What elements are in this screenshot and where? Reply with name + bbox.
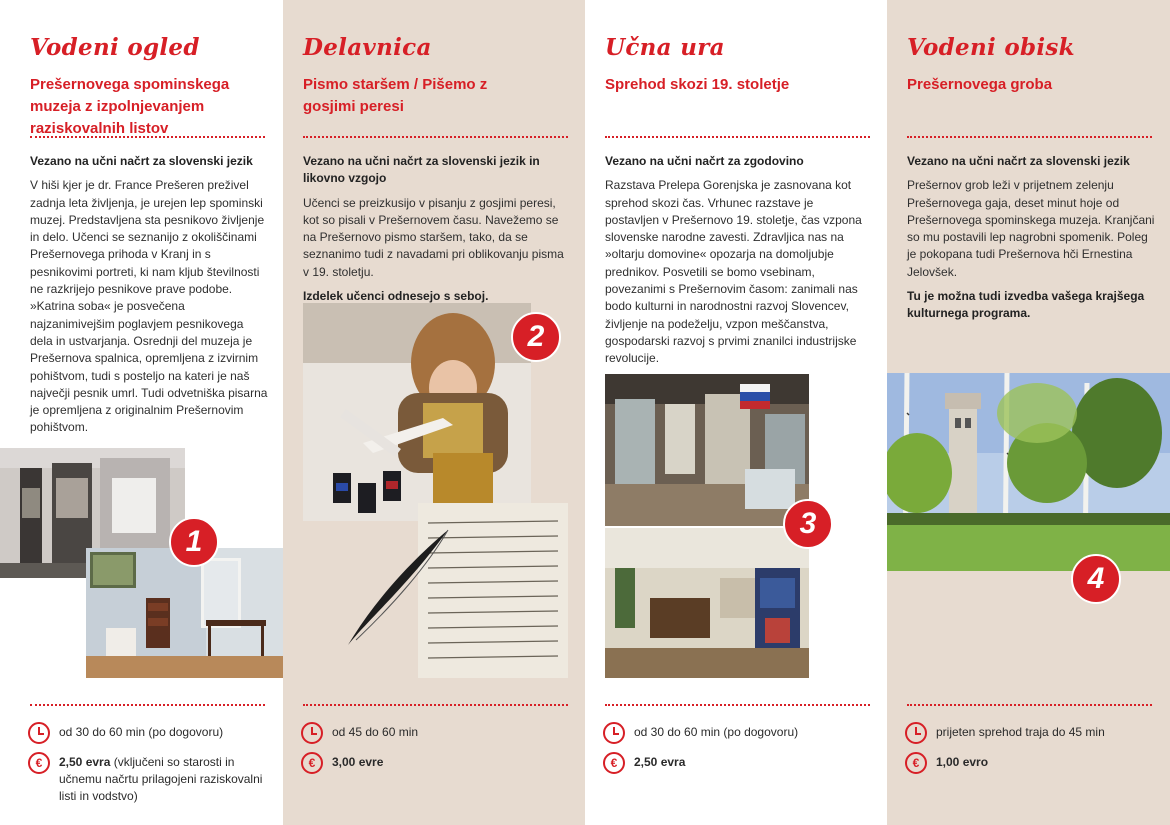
description: Razstava Prelepa Gorenjska je zasnovana kot sprehod skozi čas. Vrhunec razstave je postavljen v Prešernovo 19. stoletje, čas vzpona slovenske narodne zavesti. Zdravljica nas na »oltarju domovine« opozarja na domoljubje prednikov. Posvetili se bomo vsebinam, povezanimi s Prešernovim časom: zanimali nas bodo kulturni in narodnostni razvoj Slovencev, življenje na podeželju, vzpon meščanstva, gospodarski razvoj s prvimi znanilci industrijske revolucije. [605,178,862,366]
divider [303,136,568,138]
price-row [905,752,1160,774]
price-amount: 2,50 evra [634,755,686,769]
column-subtitle: Sprehod skozi 19. stoletje [605,76,790,93]
duration-row [905,722,1160,744]
park-tower-photo [887,373,1170,571]
column-body [30,153,268,437]
euro-icon: € [301,752,323,774]
column-body [605,153,870,368]
divider [605,704,870,706]
price-text [936,752,988,771]
duration-row [28,722,273,744]
number-badge: 4 [1071,554,1121,604]
duration-text: prijeten sprehod traja do 45 min [936,725,1105,739]
divider [30,704,265,706]
column-subtitle: Prešernovega groba [907,76,1053,93]
column-lesson [585,0,887,825]
price-amount: 1,00 evro [936,755,989,769]
rural-room-photo [605,528,809,678]
exhibition-hall-photo [605,374,809,526]
divider [907,704,1152,706]
column-workshop [283,0,585,825]
number-badge: 2 [511,312,561,362]
writing-workshop-photo [303,303,531,521]
euro-icon: € [603,752,625,774]
duration-text: od 30 do 60 min (po dogovoru) [634,725,799,739]
price-text [59,752,273,805]
price-row [301,752,571,774]
description: V hiši kjer je dr. France Prešeren preživel zadnja leta življenja, je urejen lep spominski muzej. Predstavljena sta pesnikovo življenje in delo. Učenci se seznanijo z okoliščinami Prešernovega prihoda v Kranj in s pesnikovimi portreti, ki nam kljub številnosti ne razkrijejo pesnikove prave podobe. »Katrina soba« je posvečena najzanimivejšim poglavjem pesnikovega dela in ustvarjanja. Osrednji del muzeja je Prešernova spalnica, opremljena z izvirnim pohištvom, tudi s posteljo na kateri je naš največji pesnik umrl. Tudi odvetniška pisarna je opremljena z originalnim Prešernovim pohištvom. [30,178,268,435]
duration-row [301,722,571,744]
curriculum-note: Vezano na učni načrt za slovenski jezik [907,154,1130,168]
column-title: Vodeni ogled [30,34,200,61]
price-row [28,752,273,805]
euro-icon: € [28,752,50,774]
duration-text: od 30 do 60 min (po dogovoru) [59,725,224,739]
curriculum-note: Vezano na učni načrt za slovenski jezik [30,154,253,168]
curriculum-note: Vezano na učni načrt za slovenski jezik in likovno vzgojo [303,154,540,186]
description: Prešernov grob leži v prijetnem zelenju Prešernovega gaja, deset minut hoje od Prešernovega spominskega muzeja. Kranjčani so mu postavili lep nagrobni spomenik. Poleg je pokopana tudi Prešernova hči Ernestina Jelovšek. [907,178,1155,279]
column-subtitle: Pismo staršem / Pišemo z gosjimi peresi [303,76,488,115]
clock-icon [905,722,927,744]
price-note: (vključeni so starosti in učnemu načrtu prilagojeni raziskovalni listi in vodstvo) [59,755,263,803]
column-body [303,153,565,305]
column-subtitle: Prešernovega spominskega muzeja z izpolnjevanjem raziskovalnih listov [30,76,230,137]
column-title: Vodeni obisk [907,34,1075,61]
curriculum-note: Vezano na učni načrt za zgodovino [605,154,804,168]
price-amount: 3,00 evre [332,755,384,769]
clock-icon [28,722,50,744]
bedroom-photo [86,548,283,678]
divider [303,704,568,706]
price-row [603,752,873,774]
clock-icon [603,722,625,744]
divider [907,136,1152,138]
price-text [634,752,685,771]
column-title: Učna ura [605,34,725,61]
quill-pen [338,525,458,655]
column-grave-visit [887,0,1170,825]
clock-icon [301,722,323,744]
column-body [907,153,1155,323]
description: Učenci se preizkusijo v pisanju z gosjimi peresi, kot so pisali v Prešernovem času. Navežemo se na Prešernovo pismo staršem, tako, da se seznanimo tudi z navadami pri oblikovanju pisma v 19. stoletju. [303,195,564,279]
number-badge: 3 [783,499,833,549]
divider [605,136,870,138]
program-note: Tu je možna tudi izvedba vašega krajšega kulturnega programa. [907,289,1145,321]
divider [30,136,265,138]
number-badge: 1 [169,517,219,567]
column-guided-tour [0,0,283,825]
column-title: Delavnica [303,34,432,61]
price-text [332,752,383,771]
duration-text: od 45 do 60 min [332,725,419,739]
price-amount: 2,50 evra [59,755,111,769]
euro-icon: € [905,752,927,774]
take-home-note: Izdelek učenci odnesejo s seboj. [303,289,489,304]
duration-row [603,722,873,744]
